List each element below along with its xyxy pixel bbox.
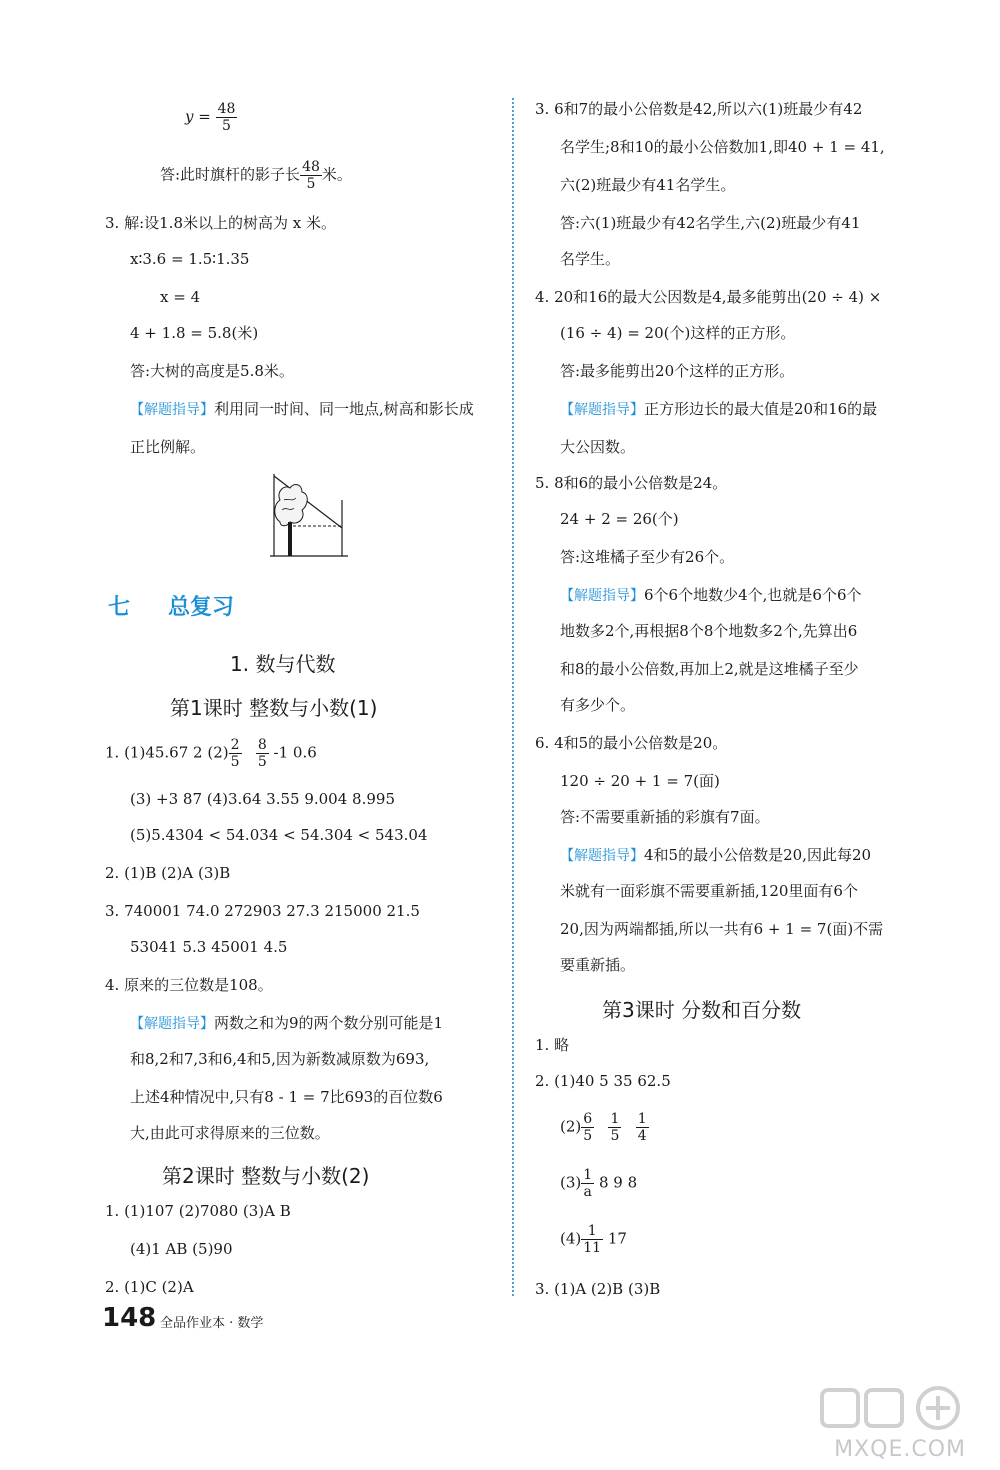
answer-line: 答:六(1)班最少有42名学生,六(2)班最少有41	[560, 214, 861, 232]
tip-line: 【解题指导】6个6个地数少4个,也就是6个6个	[560, 586, 862, 604]
tip-label: 【解题指导】	[560, 402, 644, 418]
question-3-line: 3. (1)A (2)B (3)B	[535, 1280, 661, 1298]
tip-line: 【解题指导】两数之和为9的两个数分别可能是1	[130, 1014, 444, 1032]
tip-line: 要重新插。	[560, 956, 636, 974]
question-5-line: 5. 8和6的最小公倍数是24。	[535, 474, 728, 492]
question-2-line: (2) $\frac{6}{5}$ $\frac{1}{5}$ $\frac{1}{4}$	[560, 1111, 647, 1144]
question-3-line: 名学生;8和10的最小公倍数加1,即40 + 1 = 41,	[560, 138, 885, 156]
fraction: $\frac{6}{5}$	[583, 1111, 593, 1144]
answer-line: 答:最多能剪出20个这样的正方形。	[560, 362, 795, 380]
tip-line: 【解题指导】利用同一时间、同一地点,树高和影长成	[130, 400, 474, 418]
question-2-line: 2. (1)B (2)A (3)B	[105, 864, 231, 882]
lesson-title: 第3课时 分数和百分数	[602, 998, 802, 1022]
fraction: $\frac{1}{4}$	[637, 1111, 647, 1144]
answer-line: 名学生。	[560, 250, 621, 268]
question-3-line: 六(2)班最少有41名学生。	[560, 176, 736, 194]
question-1-line: (3) +3 87 (4)3.64 3.55 9.004 8.995	[130, 790, 395, 808]
question-1-line: 1. (1)45.67 2 (2) $\frac{2}{5}$ $\frac{8}{5}$ -1 0.6	[105, 737, 317, 770]
answer-line: 答:这堆橘子至少有26个。	[560, 548, 735, 566]
question-3-line: 53041 5.3 45001 4.5	[130, 938, 288, 956]
tip-label: 【解题指导】	[130, 402, 214, 418]
question-2-line: 2. (1)C (2)A	[105, 1278, 194, 1296]
chapter-heading: 七 总复习	[108, 595, 235, 620]
tip-line: 【解题指导】正方形边长的最大值是20和16的最	[560, 400, 878, 418]
fraction: $\frac{1}{11}$	[583, 1223, 602, 1256]
fraction: $\frac{1}{5}$	[610, 1111, 620, 1144]
tip-line: 大公因数。	[560, 438, 636, 456]
answer-line: 答:不需要重新插的彩旗有7面。	[560, 808, 770, 826]
question-4-line: 4. 20和16的最大公因数是4,最多能剪出(20 ÷ 4) ×	[535, 288, 882, 306]
equation-line: x∶3.6 = 1.5∶1.35	[130, 250, 250, 268]
fraction: $\frac{1}{a}$	[583, 1167, 593, 1200]
watermark-logo-icon	[820, 1384, 970, 1432]
fraction: $\frac{8}{5}$	[257, 737, 267, 770]
tip-label: 【解题指导】	[130, 1016, 214, 1032]
tip-label: 【解题指导】	[560, 848, 644, 864]
equation-line: 120 ÷ 20 + 1 = 7(面)	[560, 772, 720, 790]
problem-3-line: 3. 解:设1.8米以上的树高为 x 米。	[105, 214, 336, 232]
tip-line: 大,由此可求得原来的三位数。	[130, 1124, 330, 1142]
fraction: $\frac{48}{5}$	[302, 159, 320, 192]
lesson-title: 第1课时 整数与小数(1)	[170, 696, 378, 720]
lesson-title: 第2课时 整数与小数(2)	[162, 1164, 370, 1188]
question-2-line: (4) $\frac{1}{11}$ 17	[560, 1223, 627, 1256]
tip-line: 和8的最小公倍数,再加上2,就是这堆橘子至少	[560, 660, 859, 678]
fraction: $\frac{2}{5}$	[230, 737, 240, 770]
question-4-line: (16 ÷ 4) = 20(个)这样的正方形。	[560, 324, 796, 342]
tip-line: 正比例解。	[130, 438, 206, 456]
question-3-line: 3. 740001 74.0 272903 27.3 215000 21.5	[105, 902, 420, 920]
question-1-line: 1. 略	[535, 1036, 570, 1054]
tree-shadow-figure	[268, 470, 350, 558]
fraction: $\frac{48}{5}$	[217, 101, 236, 134]
tip-line: 和8,2和7,3和6,4和5,因为新数减原数为693,	[130, 1050, 430, 1068]
tip-line: 20,因为两端都插,所以一共有6 + 1 = 7(面)不需	[560, 920, 884, 938]
book-title: 全品作业本 · 数学	[160, 1316, 264, 1331]
question-1-line: 1. (1)107 (2)7080 (3)A B	[105, 1202, 291, 1220]
question-1-line: (4)1 AB (5)90	[130, 1240, 233, 1258]
tip-line: 上述4种情况中,只有8 - 1 = 7比693的百位数6	[130, 1088, 443, 1106]
answer-line: 答:大树的高度是5.8米。	[130, 362, 294, 380]
tip-line: 【解题指导】4和5的最小公倍数是20,因此每20	[560, 846, 872, 864]
question-4-line: 4. 原来的三位数是108。	[105, 976, 273, 994]
equation-line: 4 + 1.8 = 5.8(米)	[130, 324, 259, 342]
question-3-line: 3. 6和7的最小公倍数是42,所以六(1)班最少有42	[535, 100, 863, 118]
question-2-line: 2. (1)40 5 35 62.5	[535, 1072, 671, 1090]
question-2-line: (3) $\frac{1}{a}$ 8 9 8	[560, 1167, 638, 1200]
column-divider	[512, 98, 514, 1296]
question-6-line: 6. 4和5的最小公倍数是20。	[535, 734, 728, 752]
page-number: 148	[102, 1303, 157, 1333]
tip-line: 有多少个。	[560, 696, 636, 714]
tip-line: 米就有一面彩旗不需要重新插,120里面有6个	[560, 882, 858, 900]
equation-line: x = 4	[160, 288, 201, 306]
question-1-line: (5)5.4304 < 54.034 < 54.304 < 543.04	[130, 826, 428, 844]
equation-line: 24 + 2 = 26(个)	[560, 510, 679, 528]
tip-line: 地数多2个,再根据8个8个地数多2个,先算出6	[560, 622, 858, 640]
answer-line: 答:此时旗杆的影子长 $\frac{48}{5}$ 米。	[160, 159, 352, 192]
watermark-url: MXQE.COM	[834, 1437, 966, 1462]
equation-line: y = $\frac{48}{5}$	[185, 101, 236, 134]
tip-label: 【解题指导】	[560, 588, 644, 604]
section-title: 1. 数与代数	[230, 652, 336, 676]
